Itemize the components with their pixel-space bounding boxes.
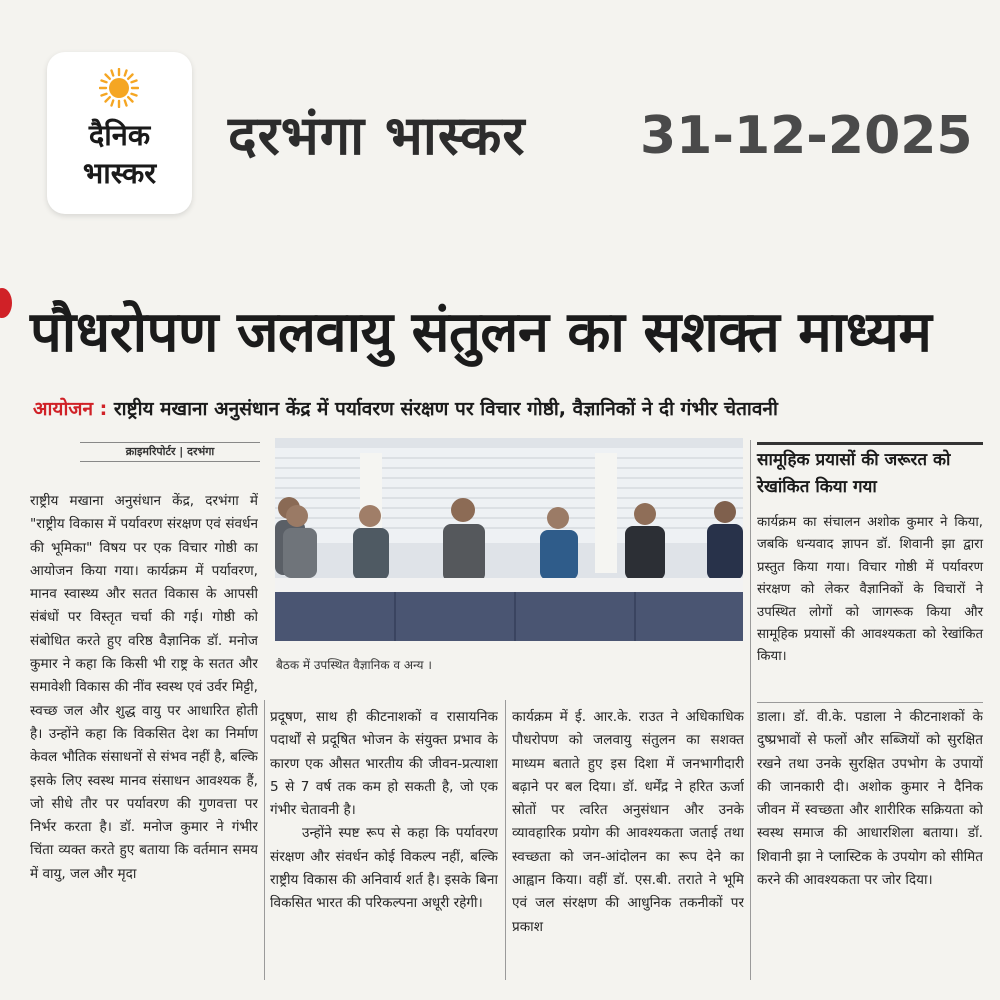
sun-icon xyxy=(99,68,139,108)
edition-title: दरभंगा भास्कर xyxy=(228,104,526,167)
subhead-text: राष्ट्रीय मखाना अनुसंधान केंद्र में पर्यावरण संरक्षण पर विचार गोष्ठी, वैज्ञानिकों ने दी गंभीर चेतावनी xyxy=(107,398,778,420)
logo-text-line1: दैनिक xyxy=(88,118,151,152)
column-2-paragraph-1: प्रदूषण, साथ ही कीटनाशकों व रासायनिक पदार्थों से प्रदूषित भोजन के संयुक्त प्रभाव के कारण एक औसत भारतीय की जीवन-प्रत्याशा 5 से 7 वर्ष तक कम हो सकती है, जो एक गंभीर चेतावनी है। xyxy=(270,709,498,819)
column-4-text: डाला। डॉ. वी.के. पडाला ने कीटनाशकों के दुष्प्रभावों से फलों और सब्जियों को सुरक्षित रखने तथा उनके सुरक्षित उपभोग के उपायों की जानकारी दी। अशोक कुमार ने दैनिक जीवन में स्वच्छता और शारीरिक सक्रियता को स्वस्थ समाज की आधारशिला बताया। डॉ. शिवानी झा ने प्लास्टिक के उपयोग को सीमित करने की आवश्यकता पर जोर दिया। xyxy=(757,709,983,889)
subhead-tag: आयोजन : xyxy=(33,398,108,420)
meeting-photo-illustration xyxy=(275,438,743,641)
article-column-3 xyxy=(512,706,744,976)
article-headline: पौधरोपण जलवायु संतुलन का सशक्त माध्यम xyxy=(30,300,932,365)
column-divider xyxy=(264,700,265,980)
column-1-text: राष्ट्रीय मखाना अनुसंधान केंद्र, दरभंगा में "राष्ट्रीय विकास में पर्यावरण संरक्षण एवं संवर्धन की भूमिका" विषय पर एक विचार गोष्ठी का आयोजन किया गया। कार्यक्रम में पर्यावरण, मानव स्वास्थ्य और सतत विकास के आपसी संबंधों पर विस्तृत चर्चा की गई। गोष्ठी को संबोधित करते हुए वरिष्ठ वैज्ञानिक डॉ. मनोज कुमार ने कहा कि किसी भी राष्ट्र के सतत और समावेशी विकास की नींव स्वस्थ एवं उर्वर मिट्टी, स्वच्छ जल और शुद्ध वायु पर आधारित होती है। उन्होंने कहा कि विकसित देश का निर्माण केवल भौतिक संसाधनों से संभव नहीं है, बल्कि इसके लिए स्वस्थ मानव संसाधन आवश्यक हैं, जो सीधे तौर पर पर्यावरण की गुणवत्ता पर निर्भर करता है। डॉ. मनोज कुमार ने गंभीर चिंता व्यक्त करते हुए बताया कि वर्तमान समय में वायु, जल और मृदा xyxy=(30,493,258,882)
edition-date: 31-12-2025 xyxy=(640,106,973,166)
article-column-4 xyxy=(757,706,983,976)
article-photo xyxy=(275,438,743,641)
column-3-text: कार्यक्रम में ई. आर.के. राउत ने अधिकाधिक पौधरोपण को जलवायु संतुलन का सशक्त माध्यम बताते हुए इस दिशा में जनभागीदारी बढ़ाने पर बल दिया। डॉ. धर्मेंद्र ने हरित ऊर्जा स्रोतों पर त्वरित अनुसंधान और उनके व्यावहारिक प्रयोग की आवश्यकता जताई तथा स्वच्छता को जन-आंदोलन का रूप देने का आह्वान किया। वहीं डॉ. एस.बी. तराते ने भूमि एवं जल संरक्षण की आधुनिक तकनीकों पर प्रकाश xyxy=(512,709,744,935)
red-bullet-mark xyxy=(0,288,12,318)
logo-text-line2: भास्कर xyxy=(82,156,157,190)
column-divider xyxy=(505,700,506,980)
column-2-paragraph-2: उन्होंने स्पष्ट रूप से कहा कि पर्यावरण संरक्षण और संवर्धन कोई विकल्प नहीं, बल्कि राष्ट्रीय विकास की अनिवार्य शर्त है। इसके बिना विकसित भारत की परिकल्पना अधूरी रहेगी। xyxy=(270,825,498,912)
article-column-1 xyxy=(30,490,258,990)
section-divider xyxy=(757,702,983,703)
byline: क्राइमरिपोर्टर | दरभंगा xyxy=(80,442,260,462)
photo-caption: बैठक में उपस्थित वैज्ञानिक व अन्य । xyxy=(276,658,432,672)
sidebar-heading: सामूहिक प्रयासों की जरूरत को रेखांकित किया गया xyxy=(757,442,983,501)
newspaper-logo xyxy=(47,52,192,214)
sidebar-body-text: कार्यक्रम का संचालन अशोक कुमार ने किया, जबकि धन्यवाद ज्ञापन डॉ. शिवानी झा द्वारा प्रस्तुत किया गया। विचार गोष्ठी में पर्यावरण संरक्षण को लेकर वैज्ञानिकों के विचारों ने उपस्थित लोगों को जागरूक किया और सामूहिक प्रयासों की आवश्यकता को रेखांकित किया। xyxy=(757,515,983,665)
article-subheadline xyxy=(33,395,983,423)
column-divider xyxy=(750,440,751,980)
article-column-2 xyxy=(270,706,498,976)
